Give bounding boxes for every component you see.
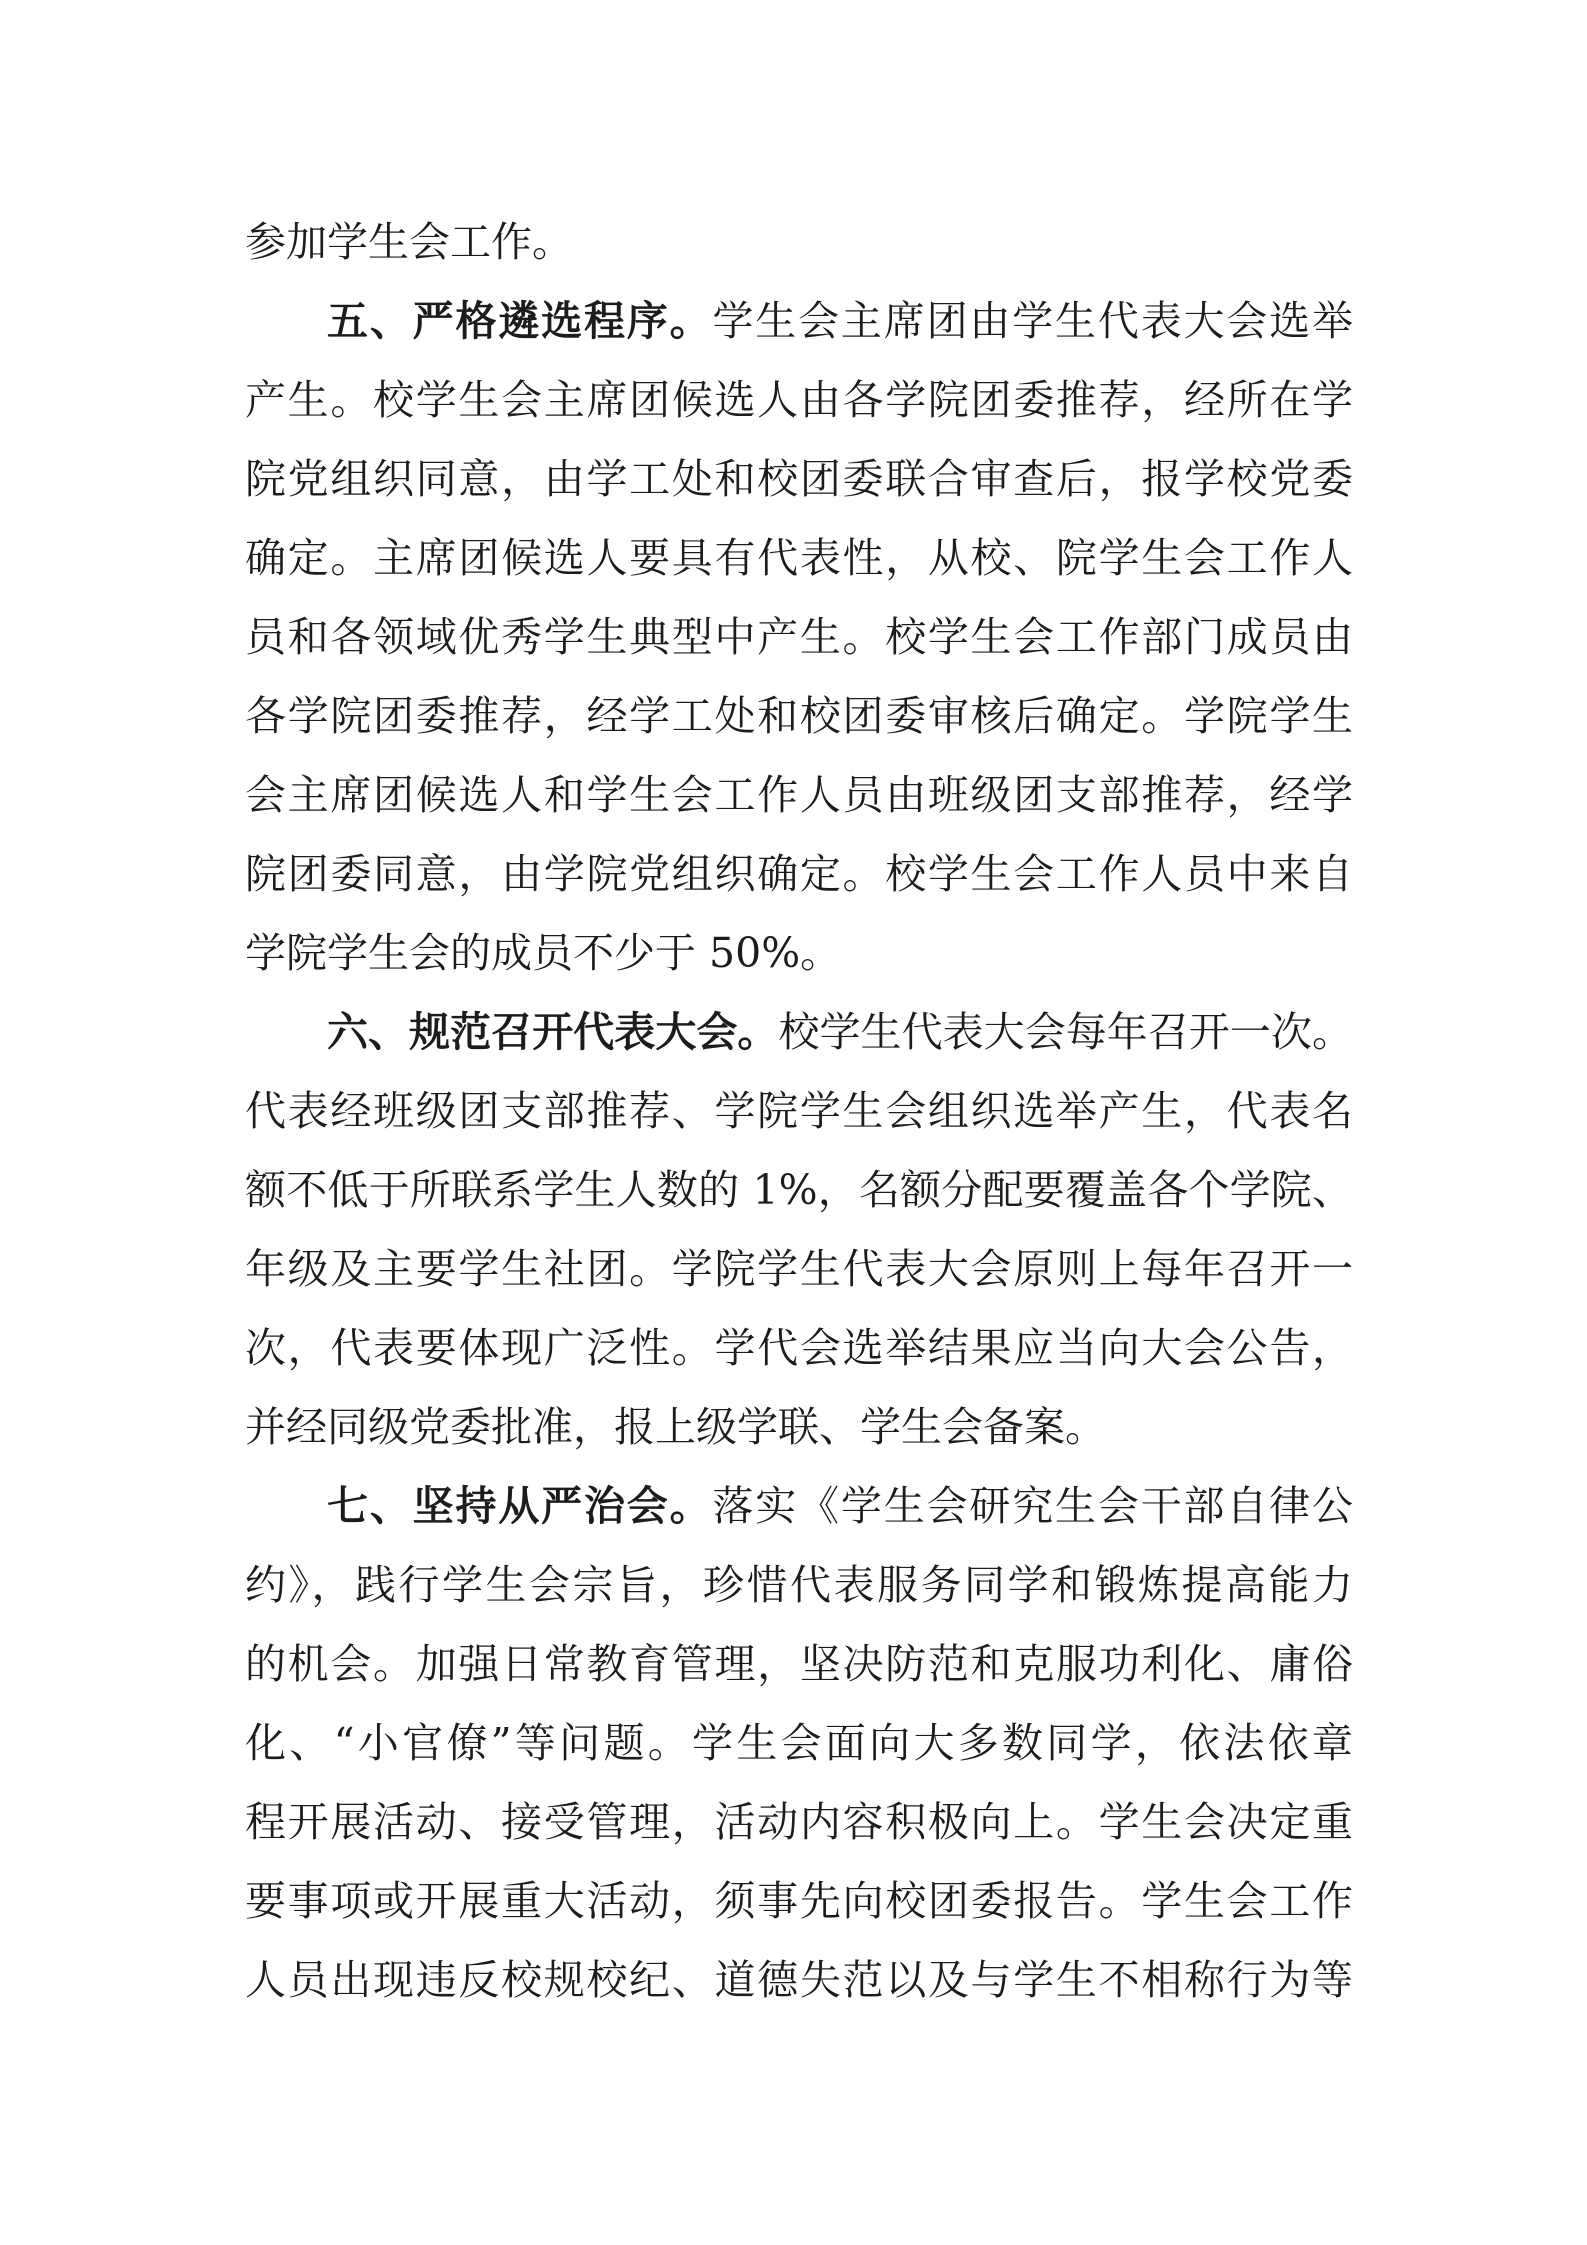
text-line: 人员出现违反校规校纪、道德失范以及与学生不相称行为等 [245, 1956, 1353, 2004]
section-7-first-line: 七、坚持从严治会。落实《学生会研究生会干部自律公 [327, 1482, 1353, 1530]
text-line: 要事项或开展重大活动，须事先向校团委报告。学生会工作 [245, 1877, 1353, 1925]
section-5-heading: 五、严格遴选程序。 [327, 297, 713, 345]
text-line: 代表经班级团支部推荐、学院学生会组织选举产生，代表名 [245, 1087, 1353, 1135]
text-line: 各学院团委推荐，经学工处和校团委审核后确定。学院学生 [245, 692, 1353, 740]
section-6-first-line: 六、规范召开代表大会。校学生代表大会每年召开一次。 [327, 1008, 1353, 1056]
text-line: 额不低于所联系学生人数的 1%，名额分配要覆盖各个学院、 [245, 1166, 1353, 1214]
text-line: 约》，践行学生会宗旨，珍惜代表服务同学和锻炼提高能力 [245, 1561, 1353, 1609]
text-line: 学院学生会的成员不少于 50%。 [245, 929, 842, 977]
section-6-heading: 六、规范召开代表大会。 [327, 1008, 779, 1056]
text-line: 院团委同意，由学院党组织确定。校学生会工作人员中来自 [245, 850, 1353, 898]
text-line: 产生。校学生会主席团候选人由各学院团委推荐，经所在学 [245, 376, 1353, 424]
section-7-heading: 七、坚持从严治会。 [327, 1482, 713, 1530]
text-line: 年级及主要学生社团。学院学生代表大会原则上每年召开一 [245, 1245, 1353, 1293]
text-line: 的机会。加强日常教育管理，坚决防范和克服功利化、庸俗 [245, 1640, 1353, 1688]
text-line: 程开展活动、接受管理，活动内容积极向上。学生会决定重 [245, 1798, 1353, 1846]
text-line: 次，代表要体现广泛性。学代会选举结果应当向大会公告， [245, 1324, 1353, 1372]
section-5-first-line: 五、严格遴选程序。学生会主席团由学生代表大会选举 [327, 297, 1353, 345]
text-line: 确定。主席团候选人要具有代表性，从校、院学生会工作人 [245, 534, 1353, 582]
text-line: 会主席团候选人和学生会工作人员由班级团支部推荐，经学 [245, 771, 1353, 819]
text-line: 并经同级党委批准，报上级学联、学生会备案。 [245, 1403, 1106, 1451]
text-line: 化、“小官僚”等问题。学生会面向大多数同学，依法依章 [245, 1719, 1353, 1767]
text-line: 员和各领域优秀学生典型中产生。校学生会工作部门成员由 [245, 613, 1353, 661]
text-line: 院党组织同意，由学工处和校团委联合审查后，报学校党委 [245, 455, 1353, 503]
text-line: 参加学生会工作。 [245, 218, 573, 266]
